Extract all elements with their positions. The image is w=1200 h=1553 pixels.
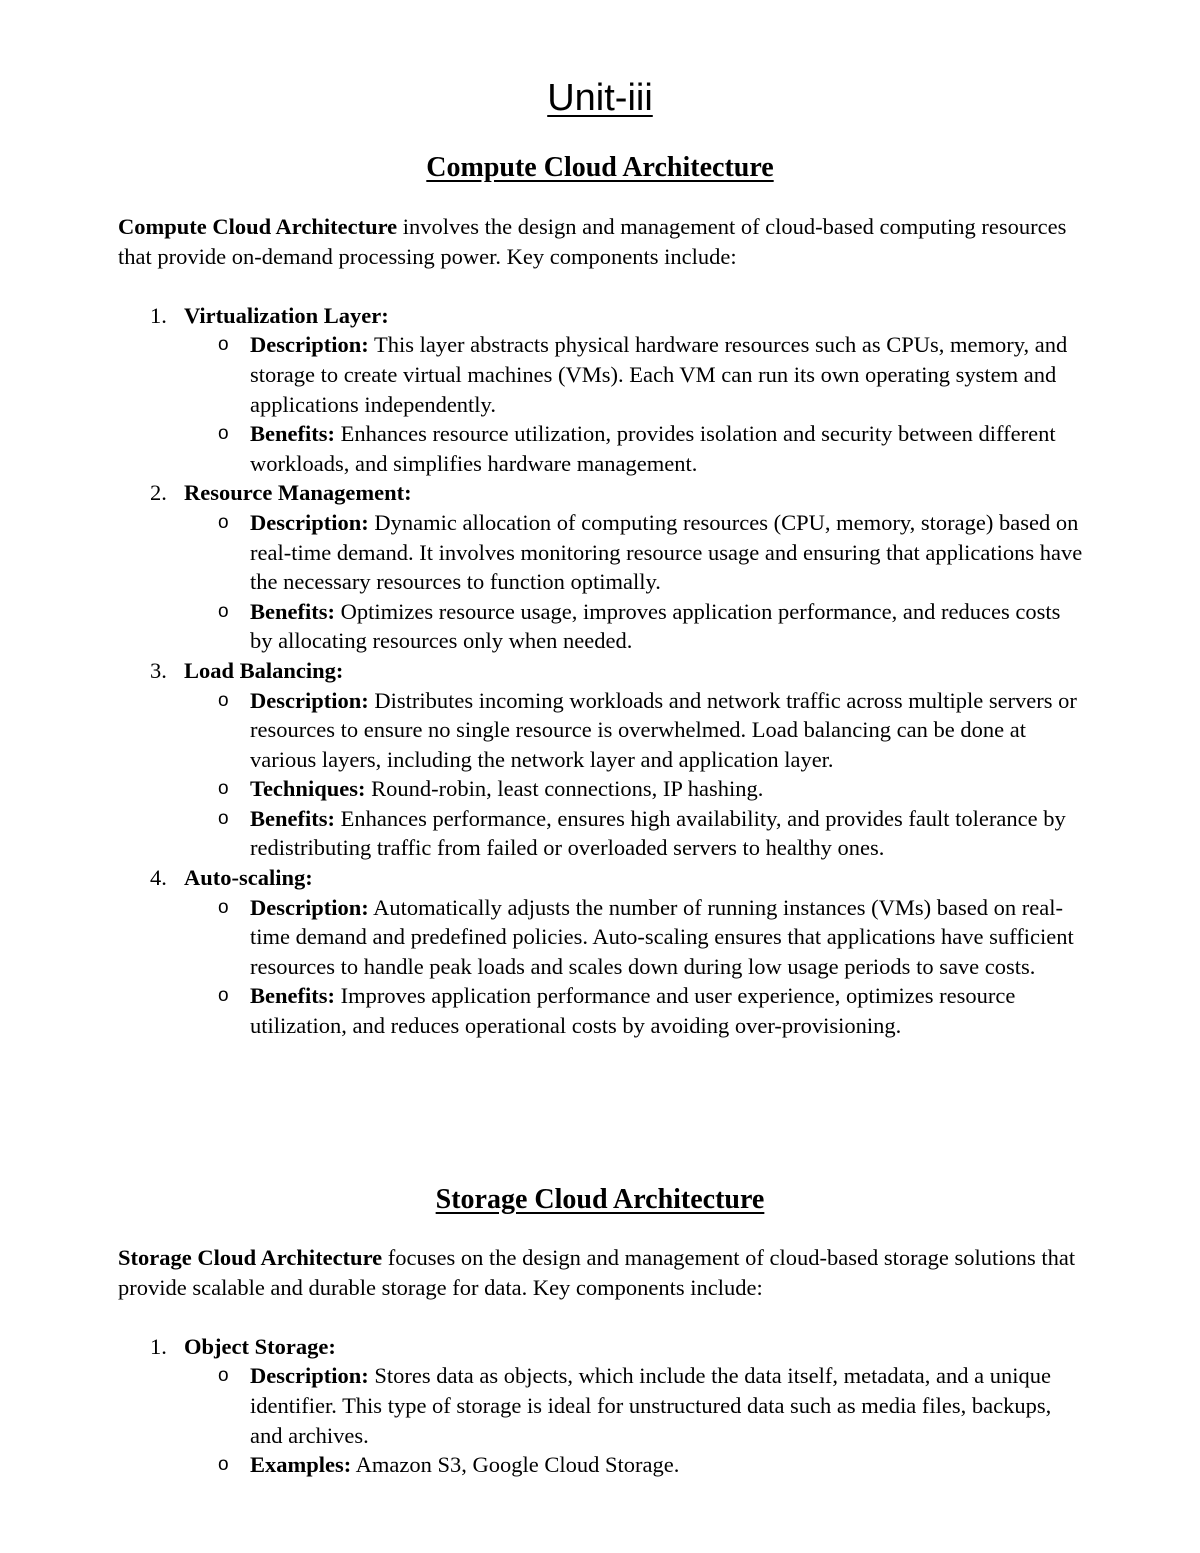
detail-item — [184, 893, 1088, 982]
detail-label: Benefits: — [250, 421, 335, 447]
component-title: Resource Management: — [184, 480, 412, 506]
detail-text: This layer abstracts physical hardware resources such as CPUs, memory, and storage to create virtual machines (VMs). Each VM can run its own operating system and applications independently. — [250, 332, 1068, 417]
detail-item — [184, 1361, 1088, 1450]
component-item — [118, 863, 1088, 1041]
component-details — [184, 893, 1088, 1041]
detail-label: Techniques: — [250, 776, 366, 802]
component-number: 4. — [150, 865, 167, 891]
component-item — [118, 1332, 1088, 1480]
component-number: 3. — [150, 657, 167, 683]
component-details — [184, 330, 1088, 478]
detail-item — [184, 597, 1088, 656]
component-title: Load Balancing: — [184, 657, 344, 683]
detail-item — [184, 981, 1088, 1040]
component-details — [184, 1361, 1088, 1479]
compute-section — [118, 212, 1088, 1041]
storage-intro — [118, 1243, 1088, 1302]
detail-item — [184, 804, 1088, 863]
bullet-icon: o — [218, 896, 229, 918]
storage-intro-text: focuses on the design and management of cloud-based storage solutions that provide scalable and durable storage for data. Key components include: — [118, 1245, 1076, 1300]
bullet-icon: o — [218, 511, 229, 533]
detail-label: Description: — [250, 894, 369, 920]
bullet-icon: o — [218, 689, 229, 711]
detail-text: Improves application performance and user experience, optimizes resource utilization, and reduces operational costs by avoiding over-provisioning. — [250, 983, 1016, 1039]
bullet-icon: o — [218, 334, 229, 356]
detail-text: Optimizes resource usage, improves application performance, and reduces costs by allocating resources only when needed. — [250, 598, 1061, 654]
detail-label: Description: — [250, 509, 369, 535]
detail-text: Automatically adjusts the number of running instances (VMs) based on real-time demand and predefined policies. Auto-scaling ensures that applications have sufficient resources to handle peak loads and scales down during low usage periods to save costs. — [250, 894, 1074, 979]
bullet-icon: o — [218, 778, 229, 800]
component-details — [184, 686, 1088, 864]
detail-label: Examples: — [250, 1452, 352, 1478]
detail-label: Benefits: — [250, 983, 335, 1009]
detail-item — [184, 419, 1088, 478]
detail-item — [184, 686, 1088, 775]
detail-label: Description: — [250, 332, 369, 358]
detail-text: Round-robin, least connections, IP hashing. — [365, 776, 764, 802]
unit-title: Unit-iii — [547, 77, 653, 119]
detail-text: Distributes incoming workloads and network traffic across multiple servers or resources to ensure no single resource is overwhelmed. Load balancing can be done at various layers, including the network layer and application layer. — [250, 687, 1077, 772]
detail-text: Enhances performance, ensures high availability, and provides fault tolerance by redistributing traffic from failed or overloaded servers to healthy ones. — [250, 805, 1066, 861]
storage-section — [118, 1243, 1088, 1480]
component-item — [118, 301, 1088, 479]
storage-heading: Storage Cloud Architecture — [435, 1184, 765, 1215]
storage-intro-term: Storage Cloud Architecture — [118, 1245, 383, 1270]
detail-text: Enhances resource utilization, provides isolation and security between different workloads, and simplifies hardware management. — [250, 421, 1056, 476]
component-number: 1. — [150, 302, 167, 328]
compute-components-list — [118, 301, 1088, 1041]
bullet-icon: o — [218, 1365, 229, 1387]
bullet-icon: o — [218, 807, 229, 829]
detail-item — [184, 774, 1088, 804]
detail-item — [184, 1450, 1088, 1480]
storage-components-list — [118, 1332, 1088, 1480]
detail-item — [184, 508, 1088, 597]
detail-label: Description: — [250, 1363, 369, 1389]
detail-label: Description: — [250, 687, 369, 713]
component-item — [118, 656, 1088, 863]
component-number: 2. — [150, 480, 167, 506]
compute-intro-term: Compute Cloud Architecture — [118, 214, 398, 239]
detail-label: Benefits: — [250, 598, 335, 624]
bullet-icon: o — [218, 1454, 229, 1476]
compute-heading: Compute Cloud Architecture — [426, 152, 774, 183]
detail-item — [184, 330, 1088, 419]
bullet-icon: o — [218, 423, 229, 445]
compute-intro — [118, 212, 1088, 271]
bullet-icon: o — [218, 985, 229, 1007]
component-title: Virtualization Layer: — [184, 302, 389, 328]
component-details — [184, 508, 1088, 656]
component-item — [118, 478, 1088, 656]
component-title: Object Storage: — [184, 1333, 336, 1359]
detail-label: Benefits: — [250, 805, 335, 831]
component-title: Auto-scaling: — [184, 865, 313, 891]
detail-text: Stores data as objects, which include the data itself, metadata, and a unique identifier. This type of storage is ideal for unstructured data such as media files, backups, and archives. — [250, 1363, 1052, 1448]
bullet-icon: o — [218, 600, 229, 622]
compute-intro-text: involves the design and management of cloud-based computing resources that provide on-demand processing power. Key components include: — [118, 214, 1067, 269]
detail-text: Dynamic allocation of computing resources (CPU, memory, storage) based on real-time demand. It involves monitoring resource usage and ensuring that applications have the necessary resources to function optimally. — [250, 509, 1083, 595]
component-number: 1. — [150, 1333, 167, 1359]
detail-text: Amazon S3, Google Cloud Storage. — [351, 1452, 680, 1478]
